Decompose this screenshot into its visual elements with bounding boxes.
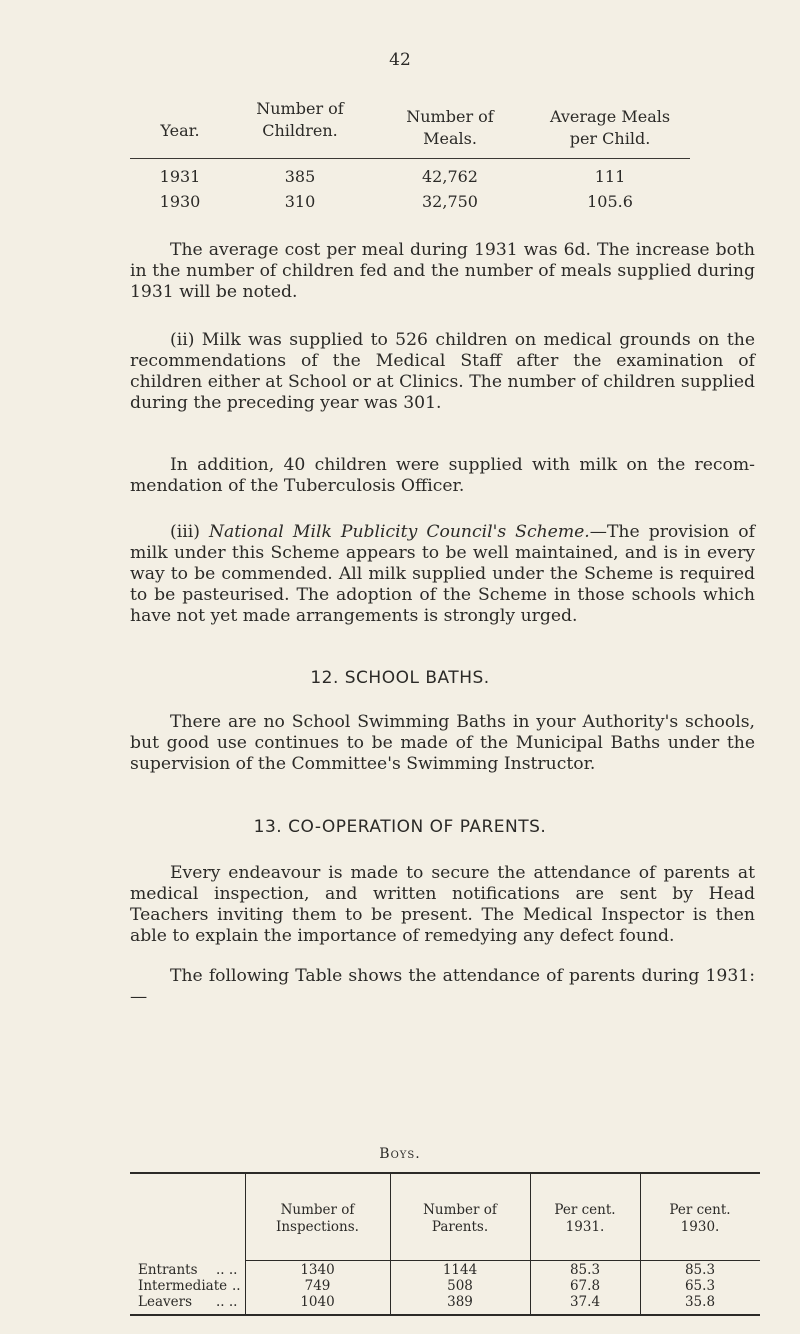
cell-percent-1931: 37.4 <box>569 1294 601 1310</box>
header-percent-1930-line1: Per cent. <box>669 1202 731 1218</box>
header-average-line1: Average Meals <box>549 107 671 126</box>
header-average-line2: per Child. <box>569 129 651 148</box>
table-row <box>130 1278 760 1294</box>
table-caption: Boys. <box>379 1146 421 1162</box>
header-meals-line2: Meals. <box>423 129 477 148</box>
header-rule <box>245 1260 760 1261</box>
cell-percent-1931: 85.3 <box>569 1262 601 1278</box>
p4-body: —The provision of milk under this Scheme appears to be well maintained, and is in every way to be commended. All milk supplied under the Scheme is required to be pasteurised. The adoption of the Scheme in those schools which have not yet made arrangements is strongly urged. <box>130 522 755 626</box>
parents-table <box>130 1172 760 1316</box>
header-children-line1: Number of <box>256 99 344 118</box>
table-row <box>130 1294 760 1310</box>
p4-scheme-title: National Milk Publicity Council's Scheme. <box>208 522 590 542</box>
row-label-text: Leavers <box>138 1294 192 1310</box>
cell-percent-1930: 65.3 <box>684 1278 716 1294</box>
row-label-text: Intermediate <box>138 1278 228 1294</box>
header-average <box>530 106 690 150</box>
row-label <box>138 1294 246 1310</box>
cell-inspections: 749 <box>304 1278 331 1294</box>
paragraph-milk-supply: (ii) Milk was supplied to 526 children on medical grounds on the recommendations of the Medical Staff after the examination of children either at School or at Clinics. The number of children supplied during the preceding year was 301. <box>130 330 755 413</box>
header-parents <box>390 1202 530 1236</box>
cell-percent-1930: 85.3 <box>684 1262 716 1278</box>
cell-year: 1930 <box>159 192 201 211</box>
table-row <box>130 167 690 192</box>
leader-dots: .. <box>232 1278 241 1294</box>
header-children-line2: Children. <box>262 121 338 140</box>
header-children <box>230 98 370 142</box>
cell-children: 385 <box>284 167 316 186</box>
meals-table-header <box>130 98 690 159</box>
heading-cooperation-parents: 13. CO-OPERATION OF PARENTS. <box>253 817 547 837</box>
cell-inspections: 1340 <box>300 1262 335 1278</box>
page-number: 42 <box>389 50 411 70</box>
cell-average: 111 <box>594 167 626 186</box>
row-label-text: Entrants <box>138 1262 198 1278</box>
header-parents-line1: Number of <box>423 1202 497 1218</box>
row-label <box>138 1262 246 1278</box>
row-label <box>138 1278 246 1294</box>
header-inspections-line1: Number of <box>280 1202 355 1218</box>
cell-year: 1931 <box>159 167 201 186</box>
cell-children: 310 <box>284 192 316 211</box>
paragraph-meal-cost: The average cost per meal during 1931 was 6d. The increase both in the number of children fed and the number of meals supplied during 1931 will be noted. <box>130 240 755 302</box>
paragraph-milk-scheme <box>130 522 755 627</box>
header-percent-1930-line2: 1930. <box>680 1219 720 1235</box>
header-percent-1931-line2: 1931. <box>565 1219 605 1235</box>
cell-parents: 1144 <box>442 1262 478 1278</box>
header-year: Year. <box>160 121 200 140</box>
leader-dots: .. .. <box>216 1262 238 1278</box>
header-percent-1931 <box>530 1202 640 1236</box>
heading-school-baths: 12. SCHOOL BATHS. <box>310 668 490 688</box>
cell-average: 105.6 <box>587 192 633 211</box>
table-row <box>130 192 690 217</box>
header-percent-1931-line1: Per cent. <box>554 1202 616 1218</box>
paragraph-parents-attendance: Every endeavour is made to secure the attendance of parents at medical inspection, and written notifications are sent by Head Teachers inviting them to be present. The Medical Inspector is then able to explain the importance of remedying any defect found. <box>130 863 755 946</box>
paragraph-tuberculosis: In addition, 40 children were supplied with milk on the recom- mendation of the Tuberculosis Officer. <box>130 455 755 496</box>
header-inspections-line2: Inspections. <box>276 1219 359 1235</box>
header-percent-1930 <box>640 1202 760 1236</box>
table-row <box>130 1262 760 1278</box>
cell-percent-1931: 67.8 <box>569 1278 601 1294</box>
p4-prefix: (iii) <box>170 522 209 542</box>
leader-dots: .. .. <box>216 1294 238 1310</box>
cell-meals: 42,762 <box>422 167 478 186</box>
cell-percent-1930: 35.8 <box>684 1294 716 1310</box>
paragraph-school-baths: There are no School Swimming Baths in your Authority's schools, but good use continues to be made of the Municipal Baths under the supervision of the Committee's Swimming Instructor. <box>130 712 755 774</box>
header-meals-line1: Number of <box>406 107 494 126</box>
paragraph-table-intro: The following Table shows the attendance of parents during 1931:— <box>130 966 755 1007</box>
header-meals <box>370 106 530 150</box>
cell-meals: 32,750 <box>422 192 478 211</box>
cell-parents: 389 <box>447 1294 473 1310</box>
header-inspections <box>245 1202 390 1236</box>
header-parents-line2: Parents. <box>431 1219 489 1235</box>
cell-inspections: 1040 <box>300 1294 335 1310</box>
meals-table <box>130 98 690 217</box>
cell-parents: 508 <box>447 1278 473 1294</box>
